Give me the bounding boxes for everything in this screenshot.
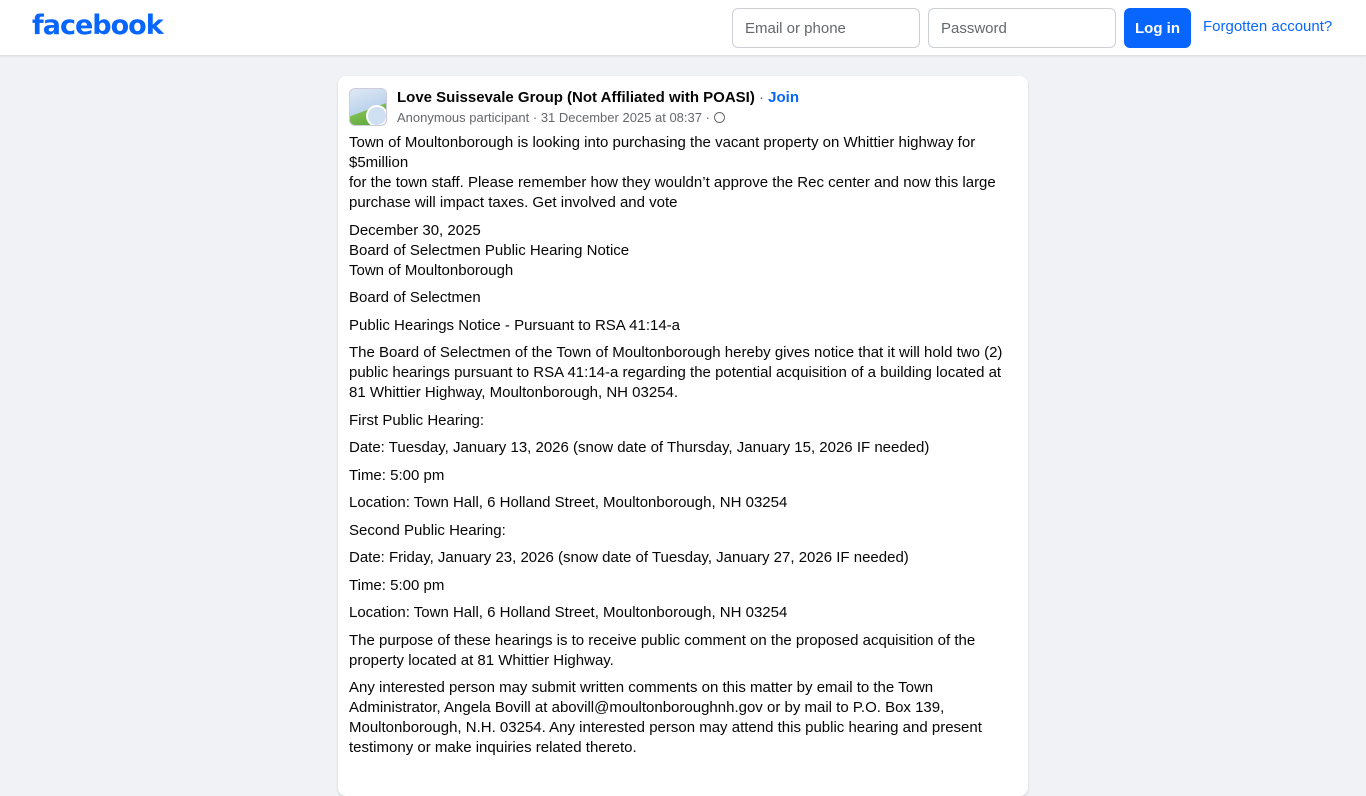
post-paragraph — [349, 316, 1017, 336]
separator: · — [701, 110, 714, 125]
post-paragraph — [349, 411, 1017, 431]
password-input[interactable] — [928, 8, 1116, 48]
post-meta — [397, 110, 725, 125]
post-date[interactable]: 31 December 2025 at 08:37 — [540, 110, 702, 125]
post-paragraph — [349, 678, 1017, 758]
separator: · — [754, 89, 769, 106]
join-link[interactable]: Join — [768, 89, 800, 106]
post-text-line: Date: Tuesday, January 13, 2026 (snow date of Thursday, January 15, 2026 IF needed) — [349, 439, 930, 456]
forgotten-account-link[interactable]: Forgotten account? — [1203, 18, 1333, 35]
post-paragraph — [349, 288, 1017, 308]
post-title — [397, 89, 799, 106]
post-text-line: Date: Friday, January 23, 2026 (snow date of Tuesday, January 27, 2026 IF needed) — [349, 549, 909, 566]
post-text-line: Town of Moultonborough is looking into purchasing the vacant property on Whittier highway for $5million — [349, 134, 976, 171]
author: Anonymous participant — [397, 110, 530, 125]
post-text-line: December 30, 2025 — [349, 221, 481, 239]
post-paragraph — [349, 466, 1017, 486]
facebook-logo[interactable]: facebook — [32, 10, 163, 41]
post-paragraph — [349, 631, 1017, 671]
post-text-line: The Board of Selectmen of the Town of Moultonborough hereby gives notice that it will hold two (2) public hearings pursuant to RSA 41:14-a regarding the potential acquisition of a building located at 81 Whittier Highway, Moultonborough, NH 03254. — [349, 344, 1003, 401]
post-paragraph — [349, 603, 1017, 623]
group-avatar[interactable] — [349, 88, 387, 126]
post-text-line: Public Hearings Notice - Pursuant to RSA 41:14-a — [349, 316, 681, 334]
post-paragraph — [349, 548, 1017, 568]
email-input[interactable] — [732, 8, 920, 48]
post-text-line: Any interested person may submit written comments on this matter by email to the Town Administrator, Angela Bovill at abovill@moultonboroughnh.gov or by mail to P.O. Box 139, Moultonborough, N.H. 03254. Any interested person may attend this public hearing and present testimony or make inquiries related thereto. — [349, 679, 982, 756]
group-name-link[interactable]: Love Suissevale Group (Not Affiliated with POASI) — [397, 89, 755, 106]
post-text-line: The purpose of these hearings is to receive public comment on the proposed acquisition of the property located at 81 Whittier Highway. — [349, 631, 976, 669]
separator: · — [529, 110, 541, 125]
post-paragraph — [349, 133, 1017, 213]
post-text-line: Board of Selectmen — [349, 289, 481, 306]
post-text-line: Location: Town Hall, 6 Holland Street, Moultonborough, NH 03254 — [349, 494, 788, 511]
globe-icon — [714, 112, 725, 123]
post-text-line: Second Public Hearing: — [349, 521, 506, 539]
login-button[interactable]: Log in — [1124, 8, 1191, 48]
post-paragraph — [349, 493, 1017, 513]
post-text-line: Time: 5:00 pm — [349, 466, 445, 484]
post-text-line: Location: Town Hall, 6 Holland Street, Moultonborough, NH 03254 — [349, 604, 788, 621]
post-paragraph — [349, 521, 1017, 541]
post-body — [349, 133, 1017, 766]
post-paragraph — [349, 221, 1017, 281]
post-paragraph — [349, 343, 1017, 403]
post-text-line: First Public Hearing: — [349, 411, 485, 429]
top-bar — [0, 0, 1366, 56]
post-text-line: Board of Selectmen Public Hearing Notice — [349, 241, 630, 259]
post-text-line: for the town staff. Please remember how they wouldn’t approve the Rec center and now this large purchase will impact taxes. Get involved and vote — [349, 174, 996, 211]
post-text-line: Time: 5:00 pm — [349, 576, 445, 594]
post-text-line: Town of Moultonborough — [349, 261, 514, 279]
post-paragraph — [349, 438, 1017, 458]
post-paragraph — [349, 576, 1017, 596]
post-card — [338, 76, 1028, 796]
